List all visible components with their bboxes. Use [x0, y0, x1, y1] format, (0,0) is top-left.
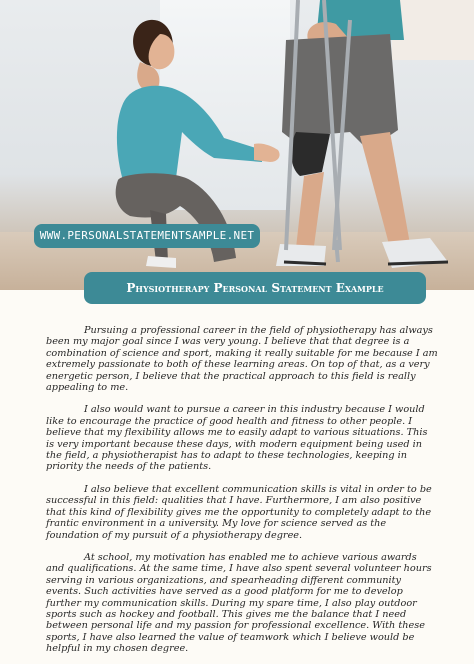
paragraph: Pursuing a professional career in the field of physiotherapy has always been my major goal since I was very young. I believe that that degree is a combination of science and sport, making it really suitable for me because I am extremely passionate to both of these learning areas. On top of that, as a very energetic person, I believe that the practical approach to this field is really appealing to me. — [46, 325, 438, 394]
statement-body — [46, 325, 438, 666]
paragraph: I also would want to pursue a career in this industry because I would like to encourage the practice of good health and fitness to other people. I believe that my flexibility allows me to easily adapt to various situations. This is very important because these days, with modern equipment being used in the field, a physiotherapist has to adapt to these technologies, keeping in priority the needs of the patients. — [46, 404, 428, 473]
page-title: Physiotherapy Personal Statement Example — [84, 272, 426, 304]
paragraph: I also believe that excellent communication skills is vital in order to be successful in this field: qualities that I have. Furthermore, I am also positive that this kind of flexibility gives me the opportunity to completely adapt to the frantic environment in a university. My love for science served as the foundation of my pursuit of a physiotherapy degree. — [46, 483, 432, 541]
patient-figure — [276, 0, 448, 268]
paragraph: At school, my motivation has enabled me to achieve various awards and qualifications. At the same time, I have also spent several volunteer hours serving in various organizations, and spearheading different community events. Such activities have served as a good platform for me to develop further my communication skills. During my spare time, I also play outdoor sports such as hockey and football. This gives me the balance that I need between personal life and my passion for professional excellence. With these sports, I have also learned the value of teamwork which I believe would be helpful in my chosen degree. — [46, 551, 432, 655]
website-url-banner[interactable]: WWW.PERSONALSTATEMENTSAMPLE.NET — [34, 224, 260, 248]
header-photo — [0, 0, 474, 290]
